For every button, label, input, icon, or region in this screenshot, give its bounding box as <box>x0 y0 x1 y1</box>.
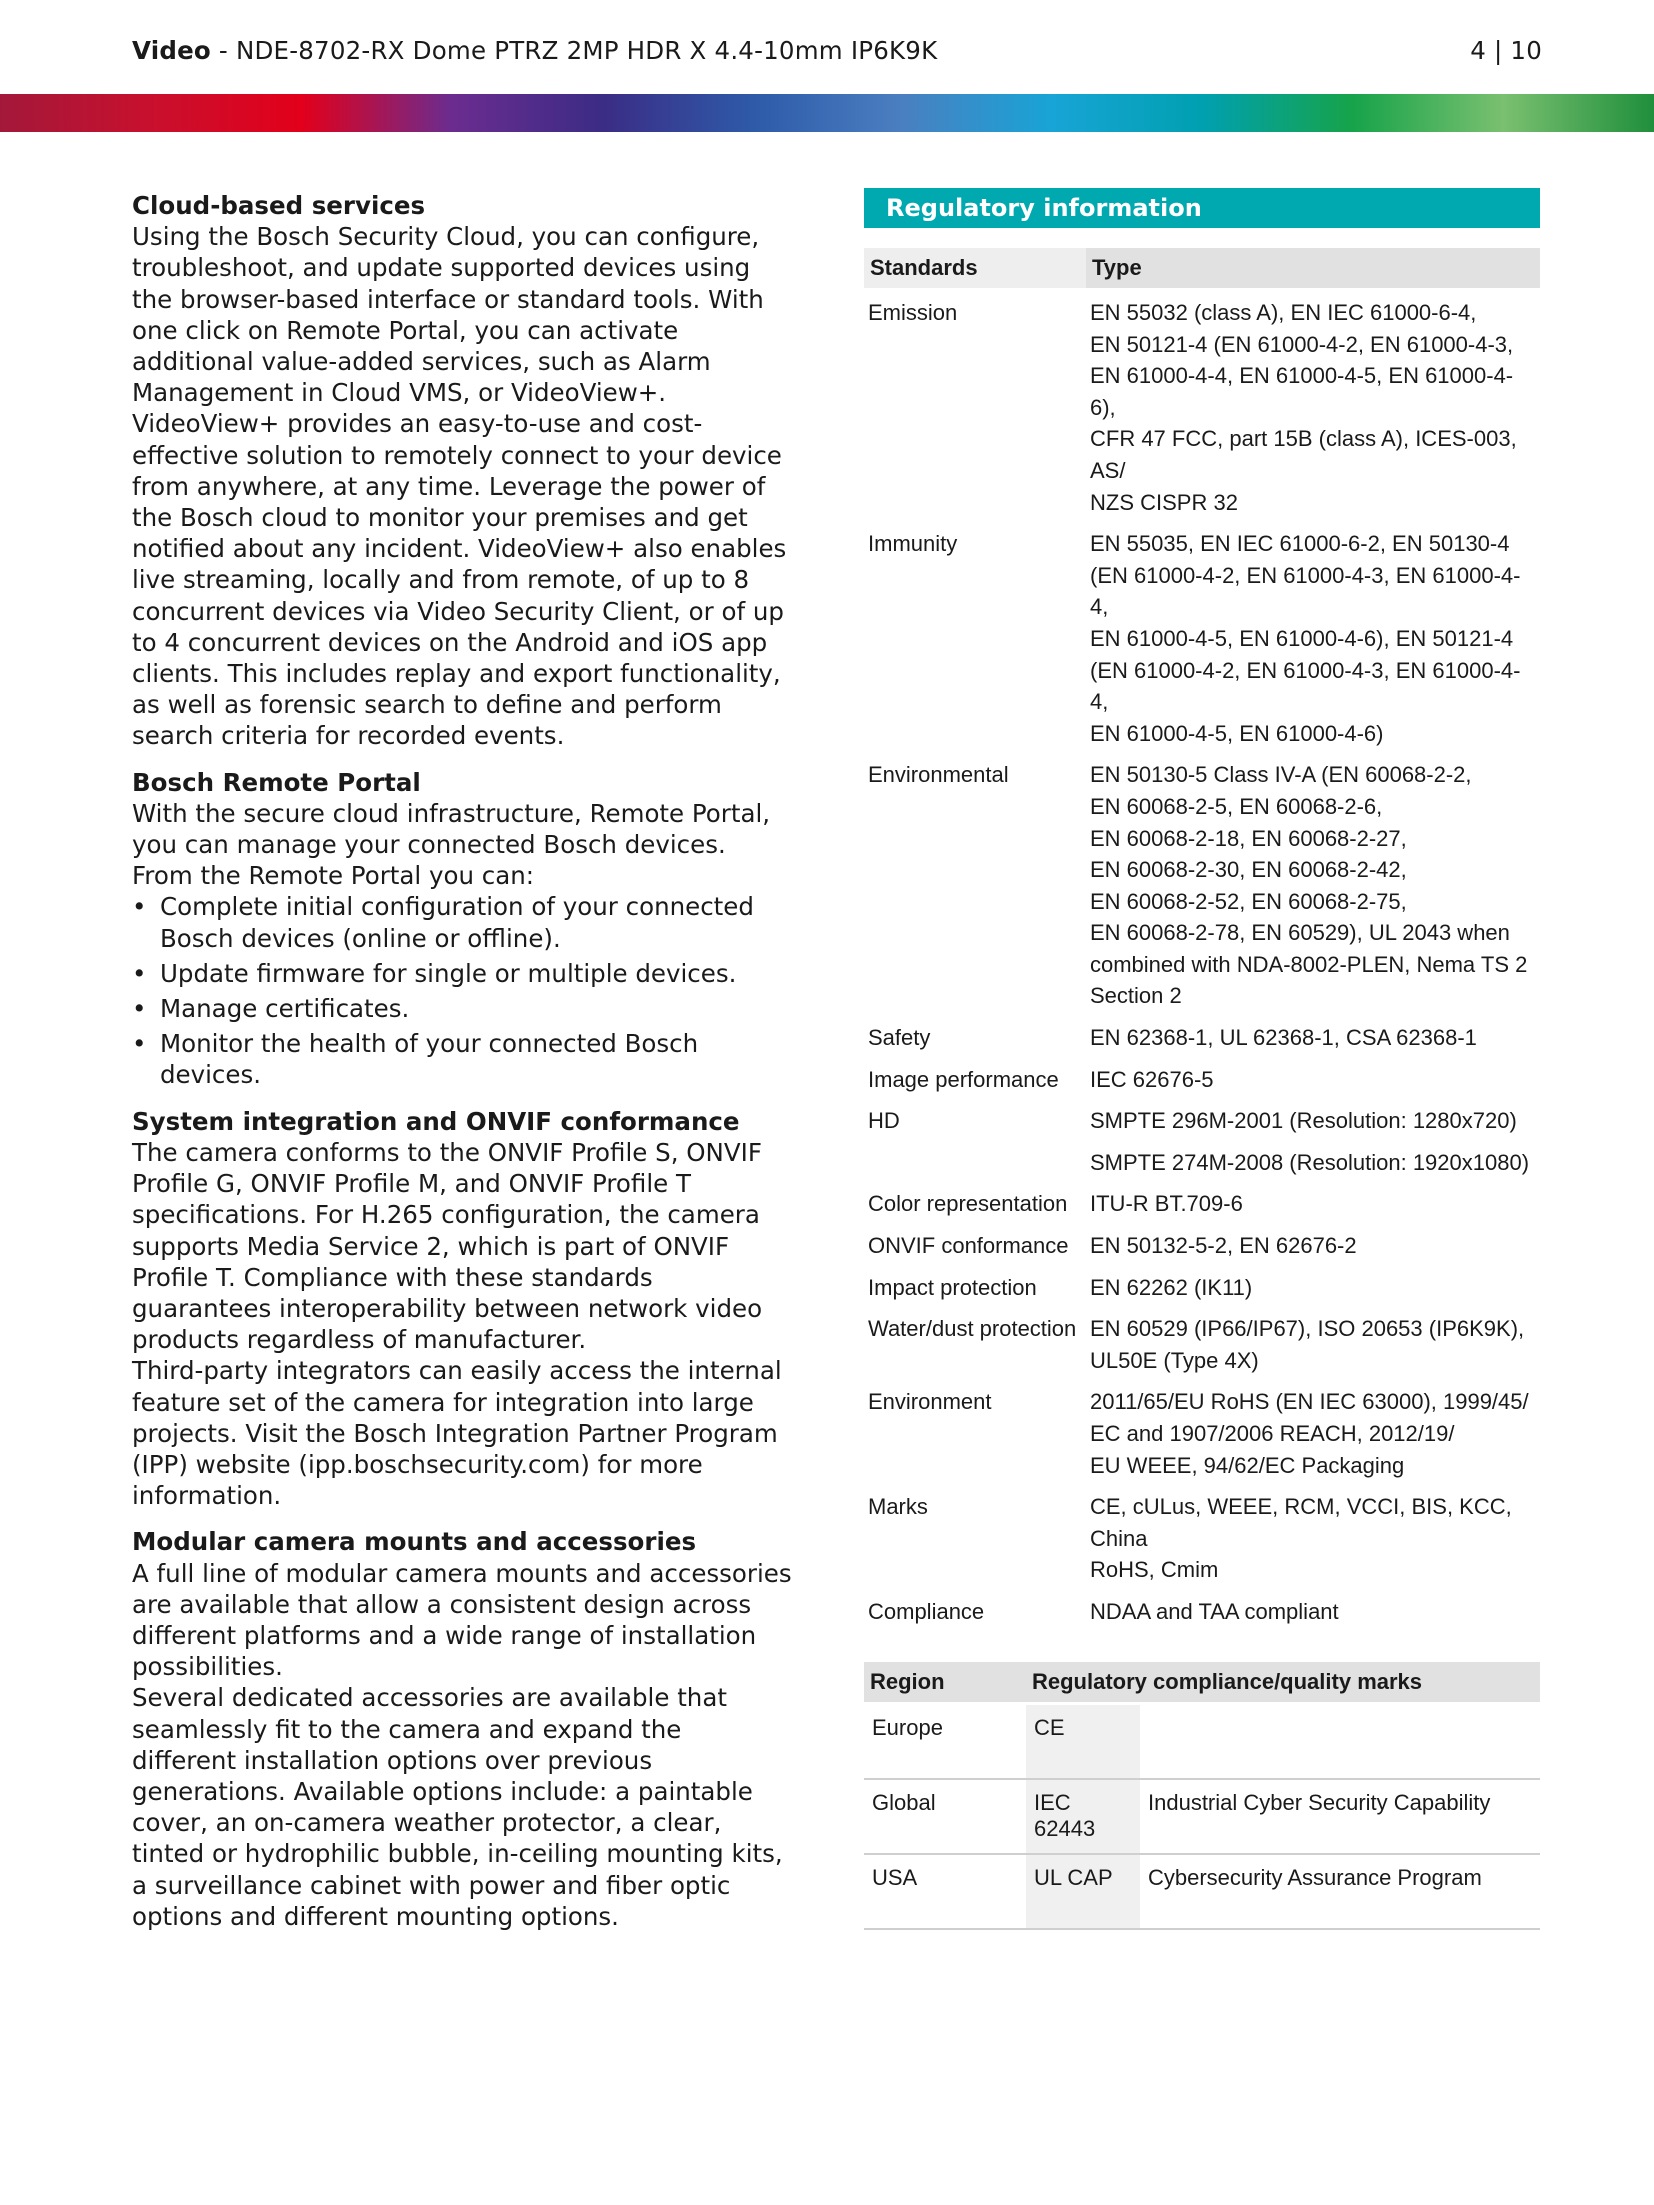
standard-label: Environment <box>868 1389 992 1415</box>
standard-type-line: EN 60529 (IP66/IP67), ISO 20653 (IP6K9K), <box>1090 1316 1525 1342</box>
standards-row <box>864 1266 1540 1308</box>
standard-type-line: EN 55032 (class A), EN IEC 61000-6-4, <box>1090 300 1477 325</box>
standard-label: Impact protection <box>868 1274 1037 1300</box>
section-paragraph: Several dedicated accessories are available that seamlessly fit to the camera and expand the different installation options over previous generations. Available options include: a paintable cover, an on-camera weather protector, a clear, tinted or hydrophilic bubble, in-ceiling mounting kits, a surveillance cabinet with power and fiber optic options and different mounting options. <box>132 1683 783 1931</box>
section-paragraph: Using the Bosch Security Cloud, you can configure, troubleshoot, and update supported devices using the browser-based interface or standard tools. With one click on Remote Portal, you can activate additional value-added services, such as Alarm Management in Cloud VMS, or VideoView+. VideoView+ provides an easy-to-use and cost-effective solution to remotely connect to your device from anywhere, at any time. Leverage the power of the Bosch cloud to monitor your premises and get notified about any incident. VideoView+ also enables live streaming, locally and from remote, of up to 8 concurrent devices via Video Security Client, or of up to 4 concurrent devices on the Android and iOS app clients. This includes replay and export functionality, as well as forensic search to define and perform search criteria for recorded events. <box>132 222 787 751</box>
region-header: Region <box>864 1662 1026 1704</box>
standards-row <box>864 1485 1540 1590</box>
standards-row <box>864 1182 1540 1224</box>
standard-label <box>864 1141 1086 1183</box>
section-heading: System integration and ONVIF conformance <box>132 1106 740 1136</box>
standard-type <box>1086 1590 1540 1632</box>
standards-header: Standards <box>864 248 1086 290</box>
standard-type-line: (EN 61000-4-2, EN 61000-4-3, EN 61000-4-4, <box>1090 657 1521 715</box>
header-category: Video <box>132 36 211 65</box>
standard-type-line: EN 60068-2-52, EN 60068-2-75, <box>1090 888 1407 914</box>
type-header: Type <box>1086 248 1540 290</box>
standard-label: ONVIF conformance <box>868 1233 1069 1259</box>
standards-row <box>864 1058 1540 1100</box>
region-mark-description <box>1140 1703 1540 1779</box>
section-heading: Cloud-based services <box>132 191 426 220</box>
text-section <box>132 1526 792 1932</box>
standard-label: Immunity <box>868 531 958 557</box>
standard-label: HD <box>868 1108 900 1134</box>
region-mark: CE <box>1026 1703 1140 1779</box>
standards-row <box>864 1016 1540 1058</box>
region-mark: UL CAP <box>1026 1854 1140 1929</box>
standard-type <box>1086 753 1540 1016</box>
standard-type-line: EN 61000-4-5, EN 61000-4-6), EN 50121-4 <box>1090 625 1514 651</box>
page-number: 4 | 10 <box>1470 36 1542 65</box>
standard-label: Image performance <box>868 1066 1059 1092</box>
standard-type-line: EN 62262 (IK11) <box>1090 1274 1253 1300</box>
standard-type-line: EN 55035, EN IEC 61000-6-2, EN 50130-4 <box>1090 531 1510 557</box>
standard-type-line: CE, cULus, WEEE, RCM, VCCI, BIS, KCC, China <box>1090 1494 1512 1551</box>
section-heading: Bosch Remote Portal <box>132 767 421 797</box>
standard-type-line: RoHS, Cmim <box>1090 1557 1219 1583</box>
standard-label: Marks <box>868 1494 928 1520</box>
standard-label: Water/dust protection <box>868 1316 1077 1342</box>
region-mark-description: Industrial Cyber Security Capability <box>1140 1779 1540 1854</box>
standard-type-line: EN 62368-1, UL 62368-1, CSA 62368-1 <box>1090 1025 1477 1051</box>
section-paragraph: Third-party integrators can easily access the internal feature set of the camera for integration into large projects. Visit the Bosch Integration Partner Program (IPP) website (ipp.boschsecurity.com) for more information. <box>132 1356 782 1511</box>
standard-type <box>1086 1182 1540 1224</box>
standard-type-line: NZS CISPR 32 <box>1090 489 1238 515</box>
region-header-row <box>864 1662 1540 1704</box>
regulatory-section <box>864 188 1540 1930</box>
text-section <box>132 1106 792 1512</box>
standard-type-line: Section 2 <box>1090 983 1182 1009</box>
standard-type-line: CFR 47 FCC, part 15B (class A), ICES-003, AS/ <box>1090 426 1517 483</box>
standards-row <box>864 1099 1540 1141</box>
standard-label: Compliance <box>868 1598 985 1624</box>
region-name: Global <box>864 1779 1026 1854</box>
standard-type <box>1086 1485 1540 1590</box>
standards-row <box>864 1380 1540 1485</box>
standard-type <box>1086 290 1540 523</box>
standards-header-row <box>864 248 1540 290</box>
standard-type <box>1086 522 1540 753</box>
standards-row <box>864 1141 1540 1183</box>
page-header <box>132 36 1542 72</box>
standard-type-line: (EN 61000-4-2, EN 61000-4-3, EN 61000-4-4, <box>1090 562 1521 620</box>
standard-type-line: EN 61000-4-4, EN 61000-4-5, EN 61000-4-6), <box>1090 363 1514 420</box>
standard-type-line: 2011/65/EU RoHS (EN IEC 63000), 1999/45/ <box>1090 1389 1529 1415</box>
standard-type-line: NDAA and TAA compliant <box>1090 1598 1339 1624</box>
region-name: USA <box>864 1854 1026 1929</box>
standard-label: Safety <box>868 1025 931 1051</box>
standard-type-line: EU WEEE, 94/62/EC Packaging <box>1090 1452 1405 1478</box>
standard-type <box>1086 1266 1540 1308</box>
standard-type <box>1086 1307 1540 1380</box>
standard-type-line: IEC 62676-5 <box>1090 1066 1214 1092</box>
header-product-title: NDE-8702-RX Dome PTRZ 2MP HDR X 4.4-10mm IP6K9K <box>235 36 938 65</box>
section-paragraph: With the secure cloud infrastructure, Remote Portal, you can manage your connected Bosch devices. From the Remote Portal you can: <box>132 798 771 891</box>
standard-type-line: SMPTE 274M-2008 (Resolution: 1920x1080) <box>1090 1149 1530 1175</box>
bullet-list <box>132 891 792 1090</box>
standard-type-line: UL50E (Type 4X) <box>1090 1347 1259 1373</box>
standard-label: Environmental <box>868 762 1009 788</box>
standard-type-line: ITU-R BT.709-6 <box>1090 1191 1243 1217</box>
standards-table <box>864 248 1540 1632</box>
brand-color-band <box>0 94 1654 132</box>
section-paragraph: A full line of modular camera mounts and accessories are available that allow a consistent design across different platforms and a wide range of installation possibilities. <box>132 1558 792 1682</box>
standard-type-line: EN 61000-4-5, EN 61000-4-6) <box>1090 720 1384 746</box>
standard-type-line: EN 50132-5-2, EN 62676-2 <box>1090 1233 1357 1259</box>
standard-type <box>1086 1380 1540 1485</box>
region-row <box>864 1854 1540 1929</box>
text-section <box>132 190 792 752</box>
region-table <box>864 1662 1540 1930</box>
standard-type-line: EN 60068-2-18, EN 60068-2-27, <box>1090 825 1407 851</box>
text-section <box>132 767 792 1091</box>
standards-row <box>864 522 1540 753</box>
standard-type <box>1086 1224 1540 1266</box>
region-row <box>864 1779 1540 1854</box>
region-row <box>864 1703 1540 1779</box>
bullet-item: • Update firmware for single or multiple devices. <box>132 958 792 989</box>
standard-type <box>1086 1016 1540 1058</box>
standards-row <box>864 1224 1540 1266</box>
region-name: Europe <box>864 1703 1026 1779</box>
bullet-item: • Manage certificates. <box>132 993 792 1024</box>
standard-type-line: EN 50130-5 Class IV-A (EN 60068-2-2, <box>1090 762 1472 788</box>
marks-header: Regulatory compliance/quality marks <box>1026 1662 1540 1704</box>
left-column <box>132 190 792 1947</box>
header-separator: - <box>210 36 236 65</box>
standard-type-line: EN 60068-2-78, EN 60529), UL 2043 when <box>1090 920 1510 946</box>
standard-type <box>1086 1099 1540 1141</box>
bullet-item: • Complete initial configuration of your connected Bosch devices (online or offline). <box>132 891 792 953</box>
standards-row <box>864 1307 1540 1380</box>
standards-row <box>864 290 1540 523</box>
bullet-item: • Monitor the health of your connected Bosch devices. <box>132 1028 792 1090</box>
standards-row <box>864 753 1540 1016</box>
standard-type-line: EN 60068-2-5, EN 60068-2-6, <box>1090 793 1383 819</box>
standard-type <box>1086 1058 1540 1100</box>
section-heading: Modular camera mounts and accessories <box>132 1527 697 1557</box>
regulatory-title: Regulatory information <box>864 188 1540 228</box>
standard-type-line: SMPTE 296M-2001 (Resolution: 1280x720) <box>1090 1108 1517 1134</box>
region-mark-description: Cybersecurity Assurance Program <box>1140 1854 1540 1929</box>
standard-type <box>1086 1141 1540 1183</box>
standard-type-line: EN 50121-4 (EN 61000-4-2, EN 61000-4-3, <box>1090 331 1514 357</box>
standards-row <box>864 1590 1540 1632</box>
region-mark: IEC 62443 <box>1026 1779 1140 1854</box>
standard-type-line: EC and 1907/2006 REACH, 2012/19/ <box>1090 1421 1455 1446</box>
section-paragraph: The camera conforms to the ONVIF Profile S, ONVIF Profile G, ONVIF Profile M, and ONVIF Profile T specifications. For H.265 configuration, the camera supports Media Service 2, which is part of ONVIF Profile T. Compliance with these standards guarantees interoperability between network video products regardless of manufacturer. <box>132 1137 763 1355</box>
standard-label: Color representation <box>868 1191 1068 1217</box>
standard-type-line: combined with NDA-8002-PLEN, Nema TS 2 <box>1090 951 1528 977</box>
standard-label: Emission <box>868 300 958 325</box>
standard-type-line: EN 60068-2-30, EN 60068-2-42, <box>1090 857 1407 883</box>
